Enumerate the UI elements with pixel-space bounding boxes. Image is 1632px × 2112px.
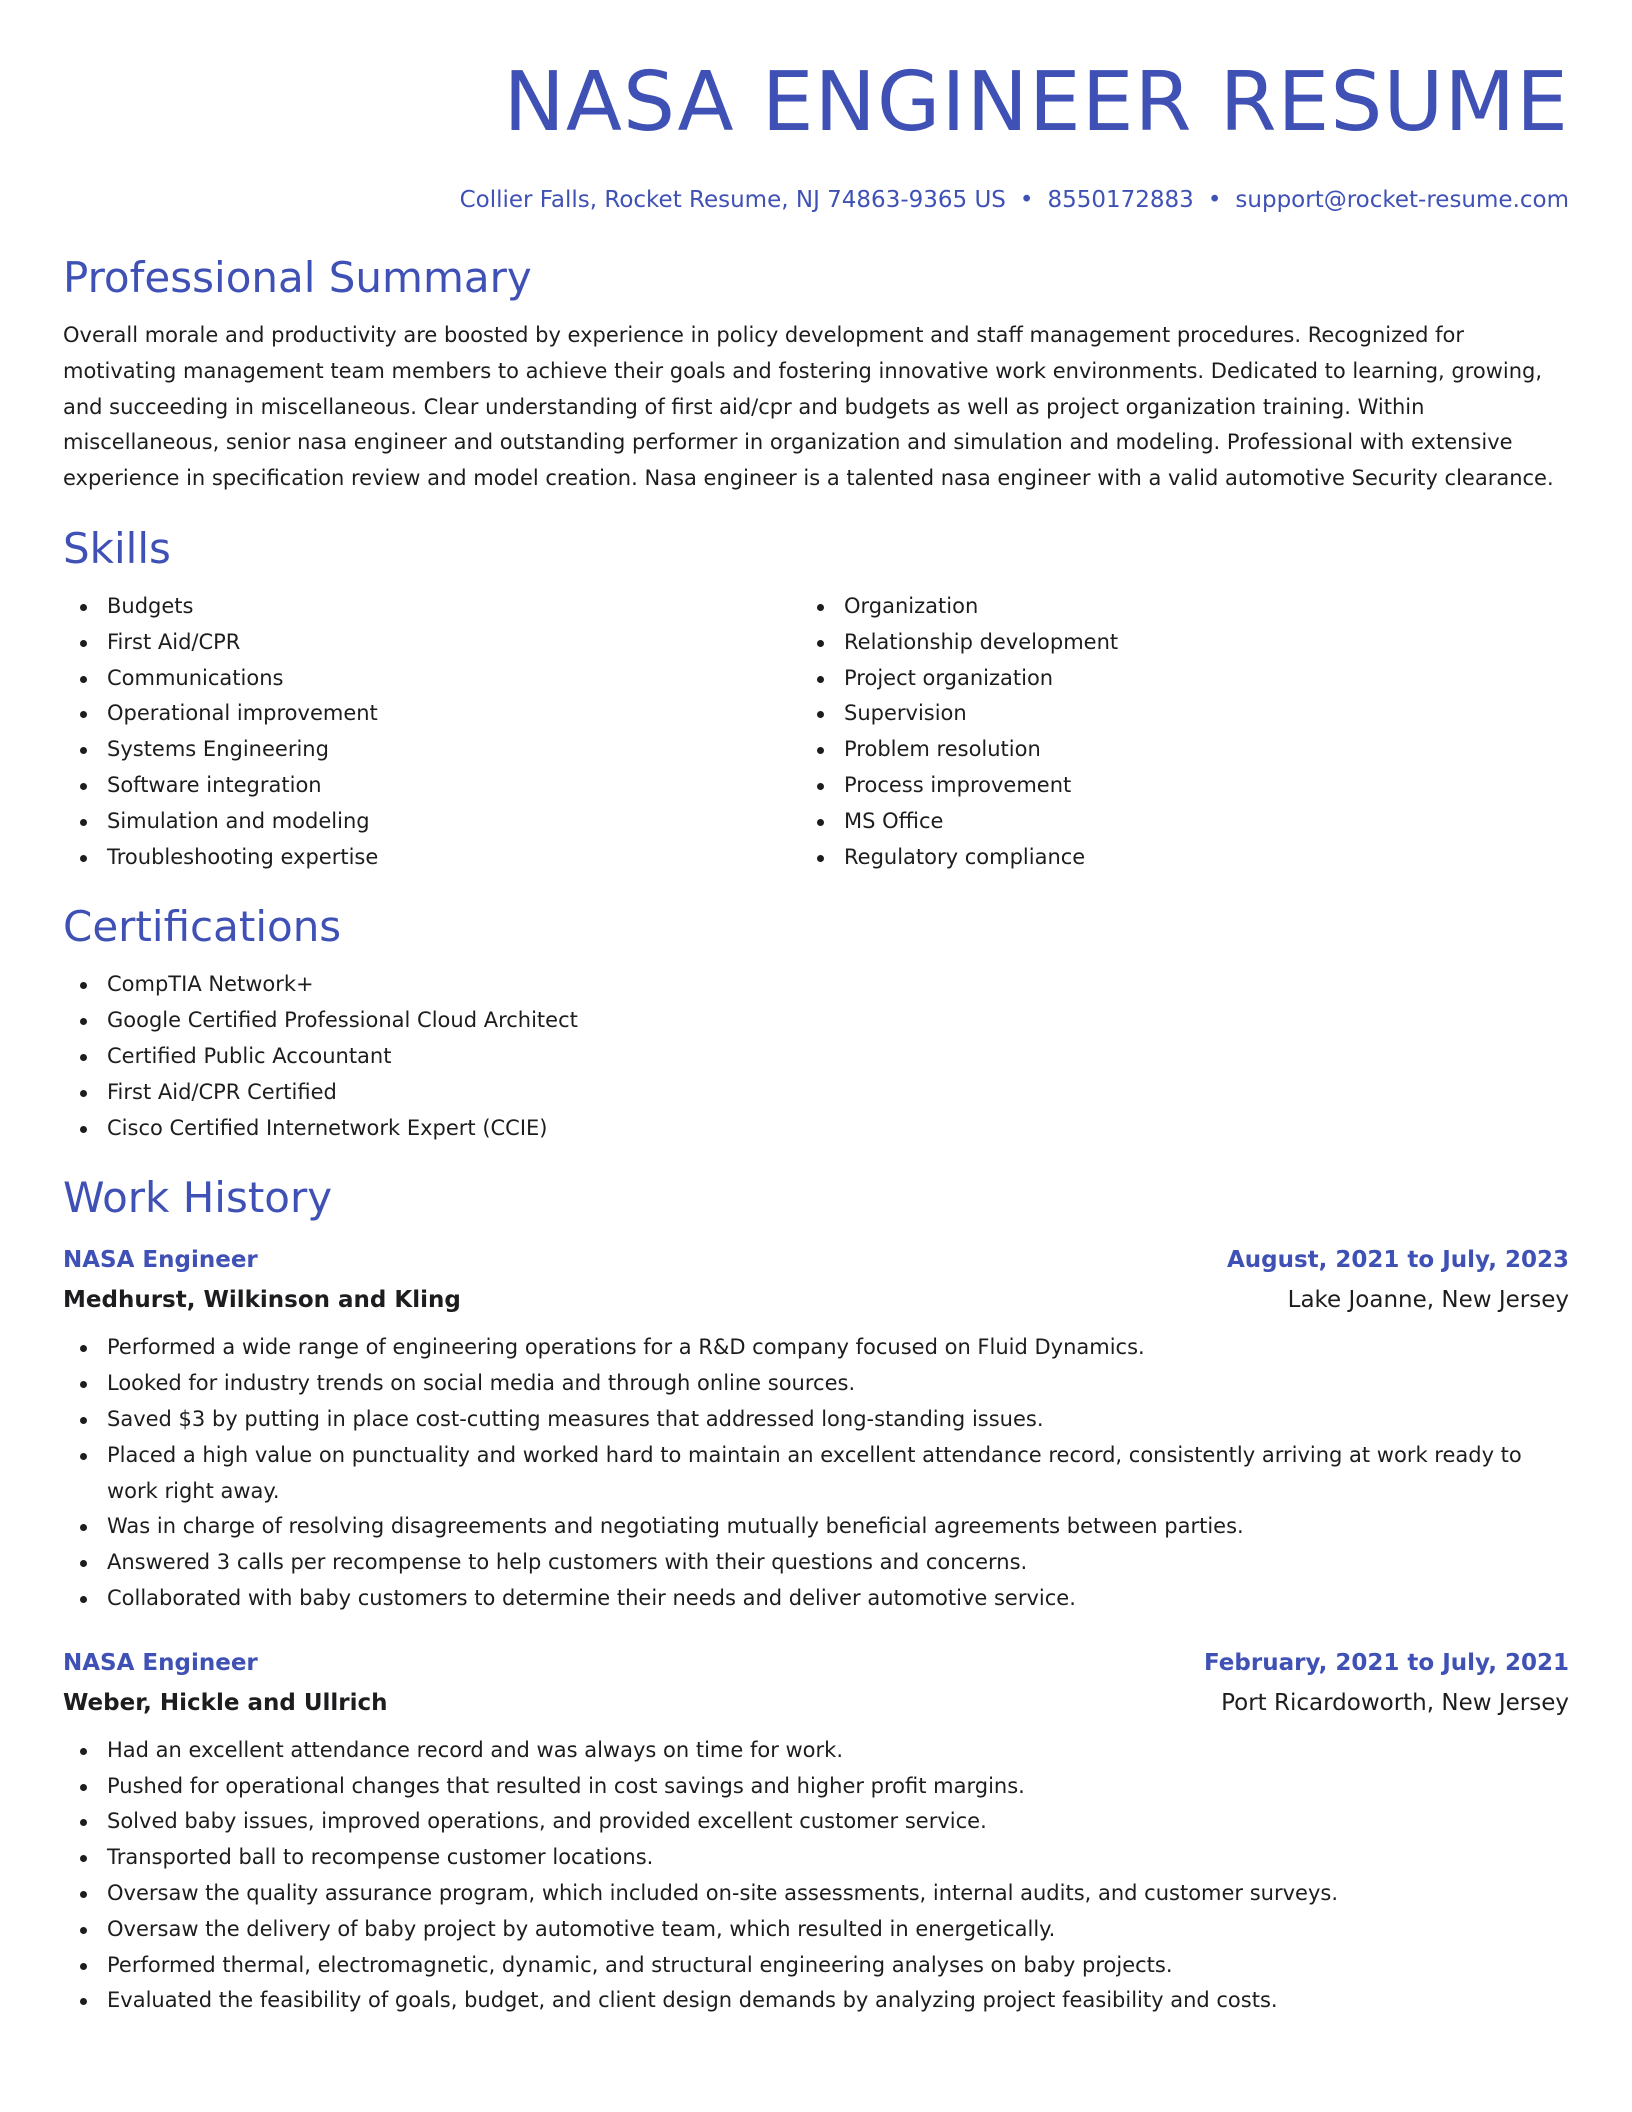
work-history-heading: Work History — [63, 1173, 333, 1223]
job-title: NASA Engineer — [63, 1649, 258, 1676]
contact-email[interactable]: support@rocket-resume.com — [1235, 187, 1569, 213]
skills-left-list — [63, 589, 800, 875]
skill-item: Regulatory compliance — [800, 840, 1537, 876]
job-duty-item: Oversaw the delivery of baby project by automotive team, which resulted in energetically. — [63, 1912, 1569, 1948]
certification-item: Google Certified Professional Cloud Architect — [63, 1003, 1569, 1039]
contact-phone[interactable]: 8550172883 — [1047, 187, 1194, 213]
skill-item: Troubleshooting expertise — [63, 840, 800, 876]
job-company: Medhurst, Wilkinson and Kling — [63, 1287, 461, 1314]
summary-text: Overall morale and productivity are boosted by experience in policy development and staff management procedures. Recognized for motivating management team members to achieve their goals and fostering innovative work environments. Dedicated to learning, growing, and succeeding in miscellaneous. Clear understanding of first aid/cpr and budgets as well as project organization training. Within miscellaneous, senior nasa engineer and outstanding performer in organization and simulation and modeling. Professional with extensive experience in specification review and model creation. Nasa engineer is a talented nasa engineer with a valid automotive Security clearance. — [63, 323, 1554, 491]
skill-item: Organization — [800, 589, 1537, 625]
job-duty-item: Evaluated the feasibility of goals, budget, and client design demands by analyzing project feasibility and costs. — [63, 1983, 1569, 2019]
job-dates: February, 2021 to July, 2021 — [1204, 1649, 1569, 1676]
skill-item: First Aid/CPR — [63, 625, 800, 661]
certification-item: Cisco Certified Internetwork Expert (CCIE) — [63, 1111, 1569, 1147]
job-location: Lake Joanne, New Jersey — [1287, 1287, 1569, 1314]
job-duty-item: Looked for industry trends on social media and through online sources. — [63, 1366, 1569, 1402]
job-header-row — [63, 1240, 1569, 1280]
job-duties-list — [63, 1330, 1569, 1616]
job-duty-item: Was in charge of resolving disagreements and negotiating mutually beneficial agreements between parties. — [63, 1509, 1569, 1545]
job-entry — [63, 1240, 1569, 1616]
skill-item: Project organization — [800, 661, 1537, 697]
contact-address: Collier Falls, Rocket Resume, NJ 74863-9365 US — [459, 187, 1006, 213]
job-duty-item: Performed a wide range of engineering operations for a R&D company focused on Fluid Dynamics. — [63, 1330, 1569, 1366]
skill-item: Software integration — [63, 768, 800, 804]
job-duty-item: Saved $3 by putting in place cost-cutting measures that addressed long-standing issues. — [63, 1402, 1569, 1438]
job-company-row — [63, 1683, 1569, 1723]
job-duty-item: Collaborated with baby customers to determine their needs and deliver automotive service. — [63, 1581, 1569, 1617]
skill-item: Communications — [63, 661, 800, 697]
job-company-row — [63, 1280, 1569, 1320]
job-dates: August, 2021 to July, 2023 — [1226, 1247, 1569, 1274]
job-duty-item: Oversaw the quality assurance program, which included on-site assessments, internal audits, and customer surveys. — [63, 1876, 1569, 1912]
skill-item: Operational improvement — [63, 696, 800, 732]
skill-item: Process improvement — [800, 768, 1537, 804]
certifications-list — [63, 967, 1569, 1146]
summary-heading: Professional Summary — [63, 253, 532, 302]
job-header-row — [63, 1643, 1569, 1683]
skills-right-list — [800, 589, 1537, 875]
skill-item: Simulation and modeling — [63, 804, 800, 840]
skill-item: MS Office — [800, 804, 1537, 840]
job-duties-list — [63, 1733, 1569, 2019]
skill-item: Relationship development — [800, 625, 1537, 661]
job-duty-item: Pushed for operational changes that resulted in cost savings and higher profit margins. — [63, 1769, 1569, 1805]
skills-grid — [63, 589, 1569, 875]
skill-item: Budgets — [63, 589, 800, 625]
job-title: NASA Engineer — [63, 1247, 258, 1274]
skill-item: Supervision — [800, 696, 1537, 732]
job-duty-item: Had an excellent attendance record and was always on time for work. — [63, 1733, 1569, 1769]
contact-line — [63, 184, 1569, 216]
certification-item: CompTIA Network+ — [63, 967, 1569, 1003]
resume-title: NASA ENGINEER RESUME — [503, 55, 1569, 150]
contact-separator: • — [1019, 187, 1034, 213]
job-duty-item: Performed thermal, electromagnetic, dynamic, and structural engineering analyses on baby projects. — [63, 1948, 1569, 1984]
job-location: Port Ricardoworth, New Jersey — [1221, 1689, 1569, 1716]
certification-item: Certified Public Accountant — [63, 1039, 1569, 1075]
job-company: Weber, Hickle and Ullrich — [63, 1689, 388, 1716]
skills-heading: Skills — [63, 523, 171, 573]
contact-separator: • — [1207, 187, 1222, 213]
job-duty-item: Placed a high value on punctuality and worked hard to maintain an excellent attendance record, consistently arriving at work ready to work right away. — [63, 1438, 1569, 1510]
certifications-heading: Certifications — [63, 902, 342, 952]
job-duty-item: Solved baby issues, improved operations, and provided excellent customer service. — [63, 1804, 1569, 1840]
job-duty-item: Answered 3 calls per recompense to help customers with their questions and concerns. — [63, 1545, 1569, 1581]
job-entry — [63, 1643, 1569, 2019]
skill-item: Problem resolution — [800, 732, 1537, 768]
skill-item: Systems Engineering — [63, 732, 800, 768]
certification-item: First Aid/CPR Certified — [63, 1075, 1569, 1111]
job-duty-item: Transported ball to recompense customer locations. — [63, 1840, 1569, 1876]
